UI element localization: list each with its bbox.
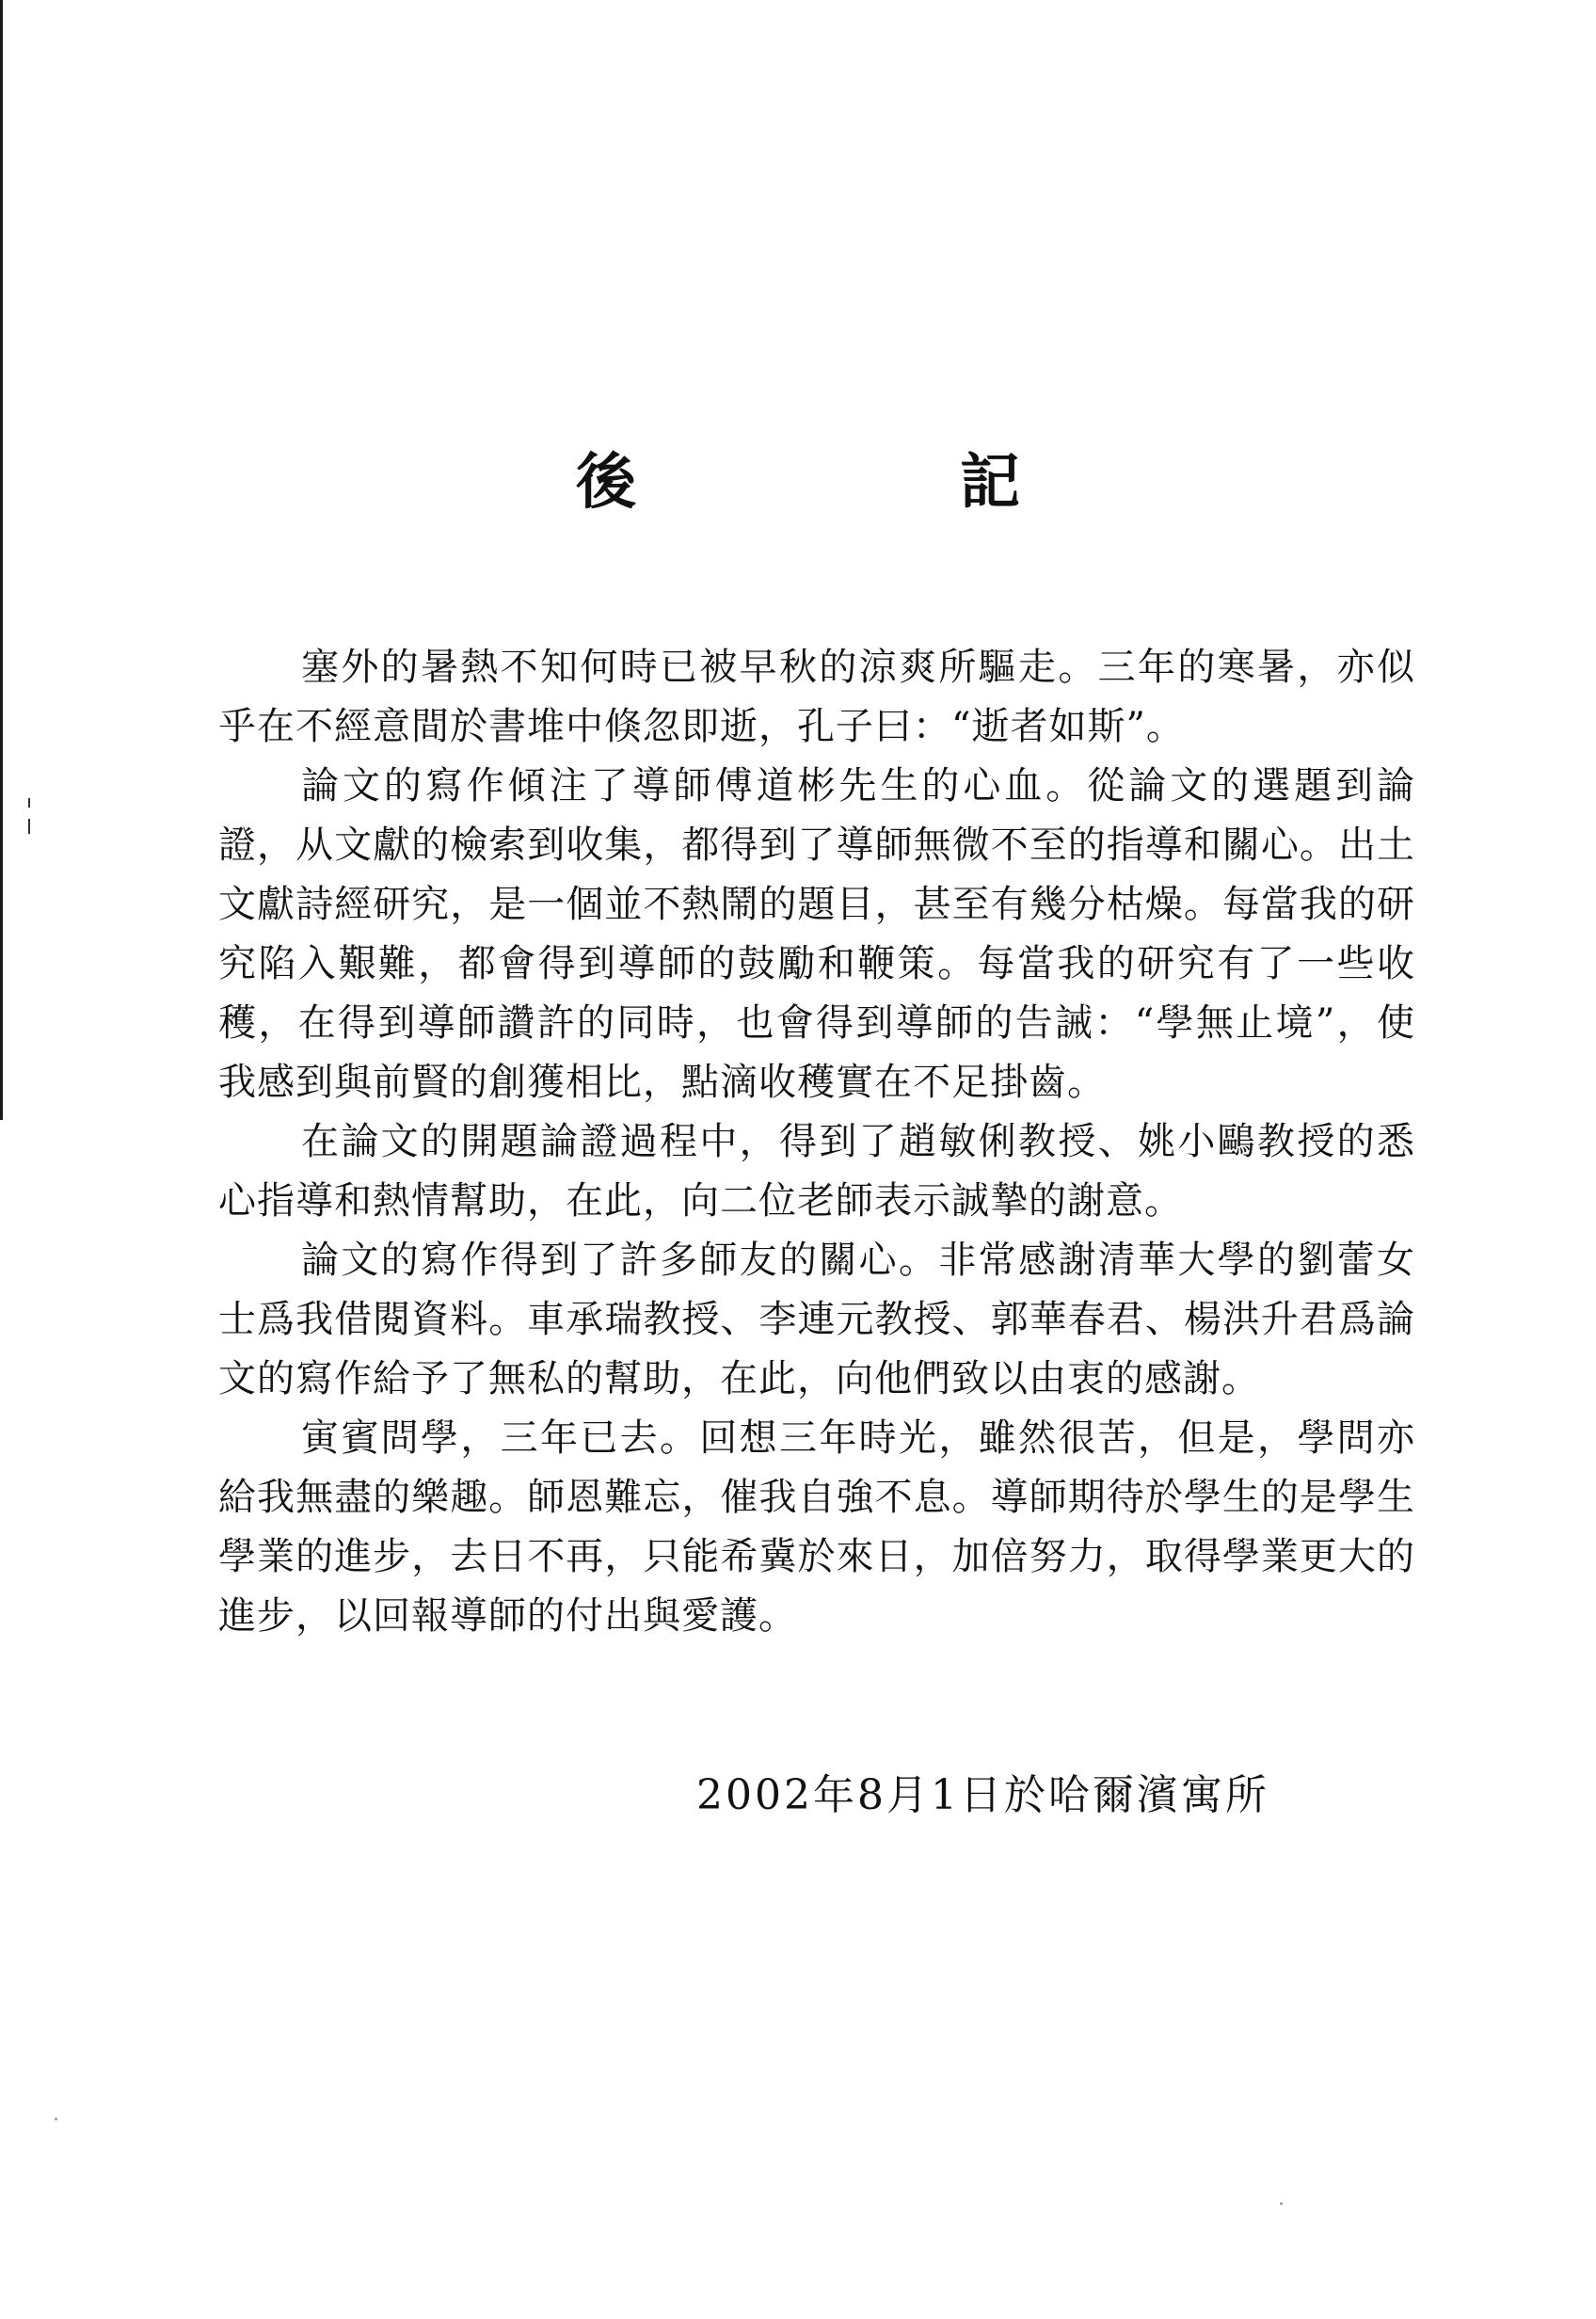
body-text <box>218 638 1415 1646</box>
paragraph: 論文的寫作傾注了導師傅道彬先生的心血。從論文的選題到論證，从文獻的檢索到收集，都得到了導師無微不至的指導和關心。出土文獻詩經研究，是一個並不熱鬧的題目，甚至有幾分枯燥。每當我的研究陷入艱難，都會得到導師的鼓勵和鞭策。每當我的研究有了一些收穫，在得到導師讚許的同時，也會得到導師的告誡：“學無止境”，使我感到與前賢的創獲相比，點滴收穫實在不足掛齒。 <box>218 764 1415 1104</box>
scan-speck <box>55 2118 57 2120</box>
margin-mark <box>28 798 30 808</box>
paragraph: 在論文的開題論證過程中，得到了趙敏俐教授、姚小鷗教授的悉心指導和熱情幫助，在此，向二位老師表示誠摯的謝意。 <box>218 1120 1415 1223</box>
margin-mark <box>28 819 30 834</box>
paragraph: 塞外的暑熱不知何時已被早秋的涼爽所驅走。三年的寒暑，亦似乎在不經意間於書堆中倏忽即逝，孔子曰：“逝者如斯”。 <box>218 646 1415 748</box>
scan-edge-line <box>0 0 3 1120</box>
scan-speck <box>1280 2202 1283 2205</box>
paragraph: 寅賓問學，三年已去。回想三年時光，雖然很苦，但是，學問亦給我無盡的樂趣。師恩難忘，催我自強不息。導師期待於學生的是學生學業的進步，去日不再，只能希冀於來日，加倍努力，取得學業更大的進步，以回報導師的付出與愛護。 <box>218 1416 1415 1638</box>
page-title: 後 記 <box>576 447 1152 518</box>
date-signature: 2002年8月1日於哈爾濱寓所 <box>696 1771 1269 1819</box>
paragraph: 論文的寫作得到了許多師友的關心。非常感謝清華大學的劉蕾女士爲我借閱資料。車承瑞教授、李連元教授、郭華春君、楊洪升君爲論文的寫作給予了無私的幫助，在此，向他們致以由衷的感謝。 <box>218 1239 1415 1400</box>
